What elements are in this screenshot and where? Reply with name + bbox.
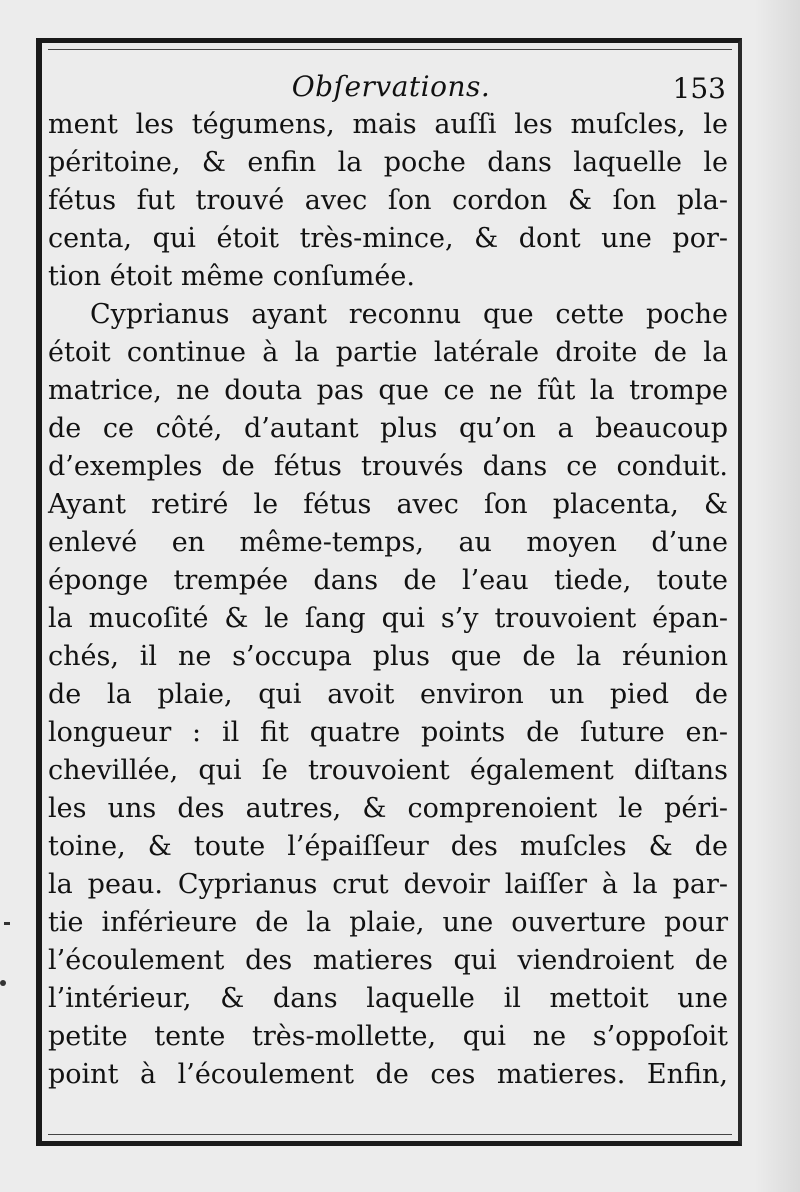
text-line: tion étoit même conſumée. bbox=[48, 261, 415, 292]
text-line: centa, qui étoit très-mince, & dont une por- bbox=[48, 223, 728, 254]
text-line: de ce côté, d’autant plus qu’on a beaucoup bbox=[48, 413, 728, 444]
running-head bbox=[48, 70, 734, 110]
text-line: l’écoulement des matieres qui viendroient de bbox=[48, 945, 728, 976]
text-line: longueur : il fit quatre points de ſuture en- bbox=[48, 717, 728, 748]
text-line: la mucoſité & le ſang qui s’y trouvoient épan- bbox=[48, 603, 728, 634]
text-line: matrice, ne douta pas que ce ne fût la trompe bbox=[48, 375, 728, 406]
text-line: péritoine, & enfin la poche dans laquelle le bbox=[48, 147, 728, 178]
text-line: Ayant retiré le fétus avec ſon placenta, & bbox=[48, 489, 728, 520]
text-line: de la plaie, qui avoit environ un pied de bbox=[48, 679, 728, 710]
text-line: les uns des autres, & comprenoient le péri- bbox=[48, 793, 728, 824]
text-line: petite tente très-mollette, qui ne s’oppoſoit bbox=[48, 1021, 728, 1052]
scan-margin-mark bbox=[4, 922, 10, 925]
body-text bbox=[48, 106, 728, 1094]
text-line: la peau. Cyprianus crut devoir laiſſer à la par- bbox=[48, 869, 728, 900]
text-line: éponge trempée dans de l’eau tiede, toute bbox=[48, 565, 728, 596]
page-edge-shadow bbox=[754, 0, 800, 1192]
text-line: tie inférieure de la plaie, une ouverture pour bbox=[48, 907, 728, 938]
text-line: chés, il ne s’occupa plus que de la réunion bbox=[48, 641, 728, 672]
text-line: fétus fut trouvé avec ſon cordon & ſon pla- bbox=[48, 185, 728, 216]
text-line: ment les tégumens, mais auſſi les muſcles, le bbox=[48, 109, 728, 140]
text-line: l’intérieur, & dans laquelle il mettoit une bbox=[48, 983, 728, 1014]
scan-margin-dot bbox=[0, 980, 6, 986]
text-line: point à l’écoulement de ces matieres. Enfin, bbox=[48, 1059, 728, 1090]
text-line: chevillée, qui ſe trouvoient également diſtans bbox=[48, 755, 728, 786]
text-line: enlevé en même-temps, au moyen d’une bbox=[48, 527, 728, 558]
page-number: 153 bbox=[672, 72, 726, 105]
text-line: Cyprianus ayant reconnu que cette poche bbox=[90, 299, 728, 330]
text-line: étoit continue à la partie latérale droite de la bbox=[48, 337, 728, 368]
text-line: toine, & toute l’épaiſſeur des muſcles & de bbox=[48, 831, 728, 862]
text-line: d’exemples de fétus trouvés dans ce conduit. bbox=[48, 451, 728, 482]
running-title: Obſervations. bbox=[291, 70, 491, 103]
